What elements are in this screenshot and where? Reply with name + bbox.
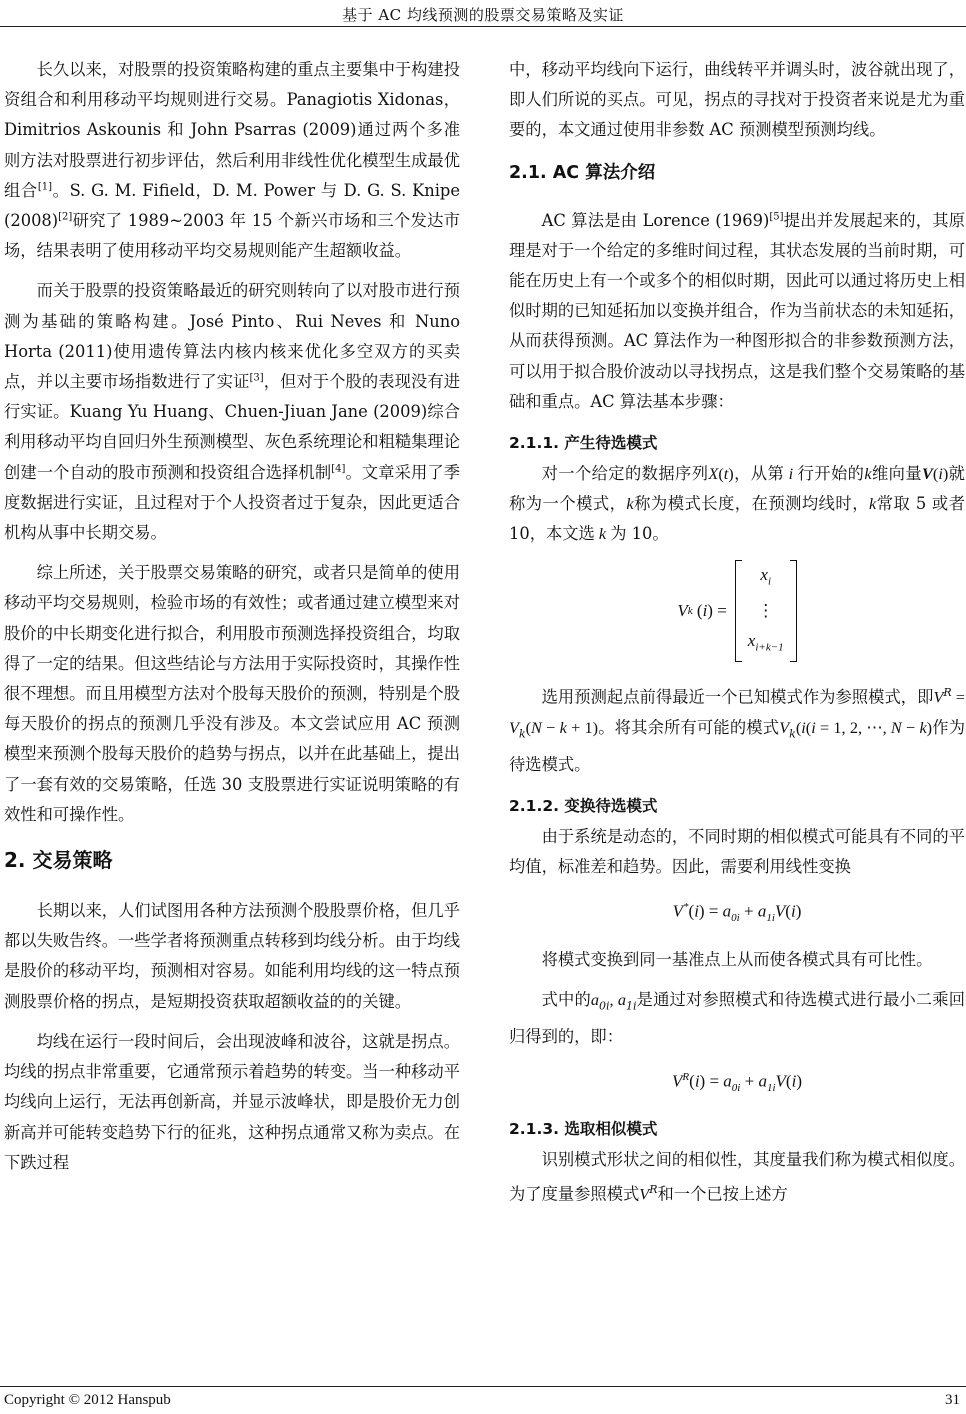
page-number: 31	[945, 1392, 960, 1408]
citation-1[interactable]: [1]	[37, 181, 53, 193]
paragraph: 而关于股票的投资策略最近的研究则转向了以对股市进行预测为基础的策略构建。José Pinto、Rui Neves 和 Nuno Horta (2011)使用遗传算法内核内核来优化多空双方的买卖点，并以主要市场指数进行了实证[3]，但对于个股的表现没有进行实证。Kuang Yu Huang、Chuen-Jiuan Jane (2009)综合利用移动平均自回归外生预测模型、灰色系统理论和粗糙集理论创建一个自动的股市预测和投资组合选择机制[4]。文章采用了季度数据进行实证，且过程对于个人投资者过于复杂，因此更适合机构从事中长期交易。	[4, 281, 460, 543]
matrix-bracket: $x_i$ ⋮ $x_{i+k-1}$	[735, 560, 797, 663]
section-heading-2-1-1: 2.1.1. 产生待选模式	[509, 434, 658, 453]
section-heading-2: 2. 交易策略	[4, 848, 113, 873]
footer-copyright: Copyright © 2012 Hanspub	[4, 1392, 171, 1408]
equation-pattern-vector: V k ( i ) = $x_i$ ⋮ $x_{i+k-1}$	[509, 560, 965, 663]
section-heading-2-1: 2.1. AC 算法介绍	[509, 162, 656, 183]
paragraph: 将模式变换到同一基准点上从而使各模式具有可比性。	[541, 950, 933, 970]
paragraph: AC 算法是由 Lorence (1969)[5]提出并发展起来的，其原理是对于一个给定的多维时间过程，其状态发展的当前时期，可能在历史上有一个或多个的相似时期，因此可以通过将历史上相似时期的已知延拓加以变换并组合，作为当前状态的未知延拓，从而获得预测。AC 算法作为一种图形拟合的非参数预测方法，可以用于拟合股价波动以寻找拐点，这是我们整个交易策略的基础和重点。AC 算法基本步骤：	[509, 210, 965, 411]
paragraph: 对一个给定的数据序列X(t)，从第 i 行开始的k维向量V(i)就称为一个模式，k称为模式长度，在预测均线时，k常取 5 或者 10，本文选 k 为 10。	[509, 464, 965, 544]
footer-rule	[0, 1386, 966, 1387]
equation-linear-transform: $V^*(i) = a_{0i} + a_{1i}V(i)$	[672, 901, 802, 925]
section-heading-2-1-2: 2.1.2. 变换待选模式	[509, 796, 658, 815]
citation-3[interactable]: [3]	[249, 372, 264, 384]
paragraph: 识别模式形状之间的相似性，其度量我们称为模式相似度。为了度量参照模式$V^R$和一个已按上述方	[509, 1150, 965, 1204]
citation-5[interactable]: [5]	[769, 211, 784, 223]
running-header: 基于 AC 均线预测的股票交易策略及实证	[342, 6, 624, 24]
paragraph: 均线在运行一段时间后，会出现波峰和波谷，这就是拐点。均线的拐点非常重要，它通常预示着趋势的转变。当一种移动平均线向上运行，无法再创新高，并显示波峰状，即是股价无力创新高并可能转变趋势下行的征兆，这种拐点通常又称为卖点。在下跌过程	[4, 1031, 460, 1172]
citation-2[interactable]: [2]	[58, 211, 73, 223]
paragraph: 长久以来，对股票的投资策略构建的重点主要集中于构建投资组合和利用移动平均规则进行交易。Panagiotis Xidonas，Dimitrios Askounis 和 John Psarras (2009)通过两个多准则方法对股票进行初步评估，然后利用非线性优化模型生成最优组合[1]。S. G. M. Fifield，D. M. Power 与 D. G. S. Knipe (2008)[2]研究了 1989~2003 年 15 个新兴市场和三个发达市场，结果表明了使用移动平均交易规则能产生超额收益。	[4, 60, 460, 261]
paragraph: 式中的$a_{0i}$, $a_{1i}$是通过对参照模式和待选模式进行最小二乘回归得到的，即：	[509, 990, 965, 1046]
section-heading-2-1-3: 2.1.3. 选取相似模式	[509, 1120, 658, 1139]
paragraph: 选用预测起点前得最近一个已知模式作为参照模式，即$V^R = V_k(N - k + 1)$。将其余所有可能的模式$V_k(i(i = 1$, 2, ⋯, N − k)作为待选模式。	[509, 686, 965, 774]
paragraph: 长期以来，人们试图用各种方法预测个股股票价格，但几乎都以失败告终。一些学者将预测重点转移到均线分析。由于均线是股价的移动平均，预测相对容易。如能利用均线的这一特点预测股票价格的拐点，是短期投资获取超额收益的的关键。	[4, 901, 460, 1011]
citation-4[interactable]: [4]	[331, 463, 346, 475]
paragraph-continued: 中，移动平均线向下运行，曲线转平并调头时，波谷就出现了，即人们所说的买点。可见，拐点的寻找对于投资者来说是尤为重要的，本文通过使用非参数 AC 预测模型预测均线。	[509, 60, 965, 140]
left-column	[4, 55, 460, 1188]
paragraph: 由于系统是动态的，不同时期的相似模式可能具有不同的平均值，标准差和趋势。因此，需要利用线性变换	[509, 826, 965, 876]
paragraph: 综上所述，关于股票交易策略的研究，或者只是简单的使用移动平均交易规则，检验市场的有效性；或者通过建立模型来对股价的中长期变化进行拟合，利用股市预测选择投资组合，均取得了一定的结果。但这些结论与方法用于实际投资时，其操作性很不理想。而且用模型方法对个股每天股价的预测，特别是个股每天股价的拐点的预测几乎没有涉及。本文尝试应用 AC 预测模型来预测个股每天股价的趋势与拐点，以并在此基础上，提出了一套有效的交易策略，任选 30 支股票进行实证说明策略的有效性和可操作性。	[4, 563, 460, 824]
equation-regression: $V^R(i) = a_{0i} + a_{1i}V(i)$	[672, 1071, 802, 1095]
right-column	[509, 55, 965, 1220]
header-rule	[0, 26, 966, 27]
